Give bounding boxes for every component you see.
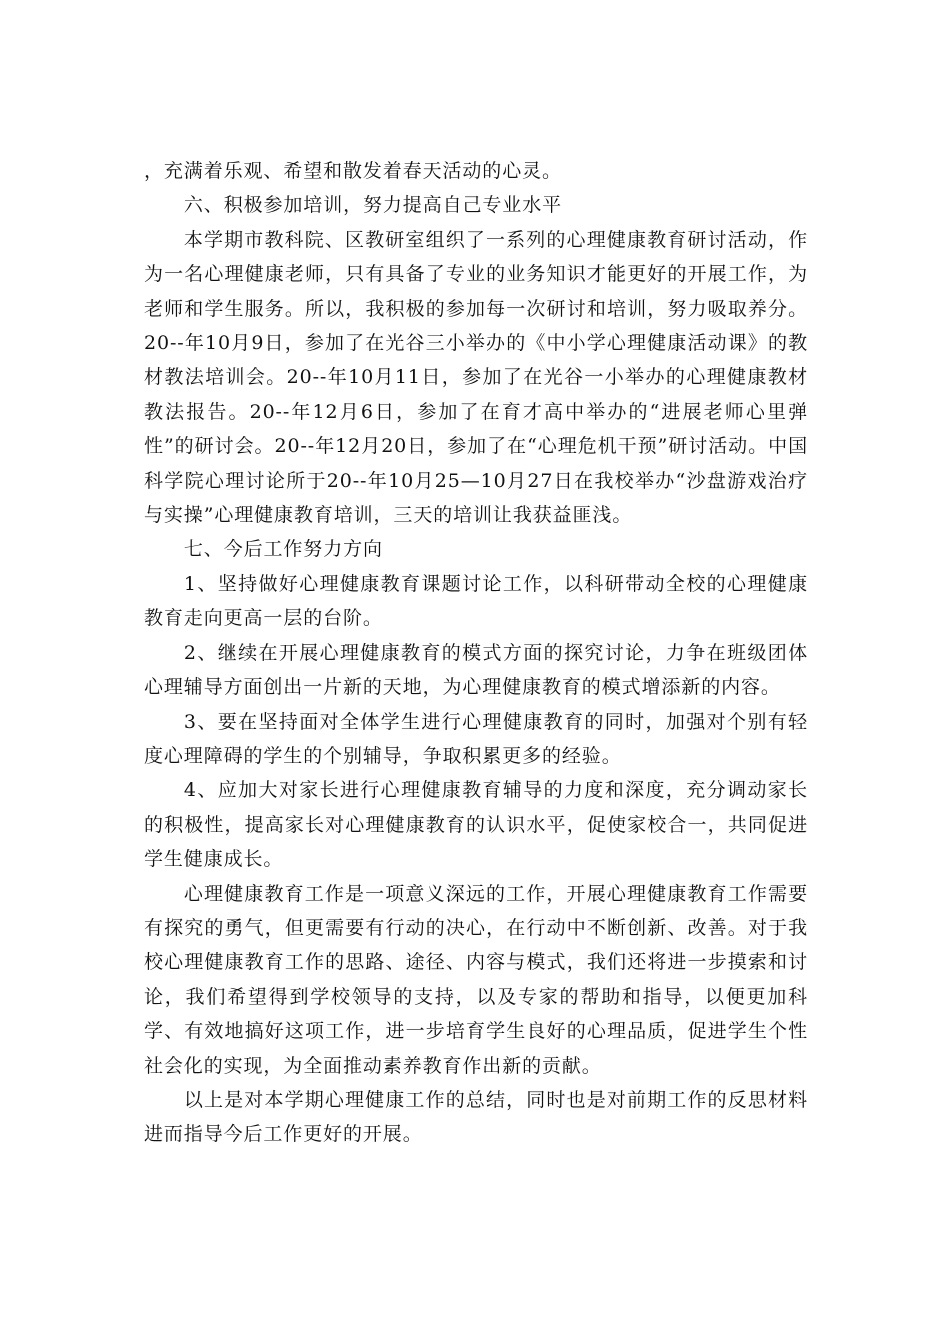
paragraph-continuation: ，充满着乐观、希望和散发着春天活动的心灵。	[144, 160, 562, 182]
paragraph-training-activities: 本学期市教科院、区教研室组织了一系列的心理健康教育研讨活动，作为一名心理健康老师，只有具备了专业的业务知识才能更好的开展工作，为老师和学生服务。所以，我积极的参加每一次研讨和培训，努力吸取养分。20--年10月9日，参加了在光谷三小举办的《中小学心理健康活动课》的教材教法培训会。20--年10月11日，参加了在光谷一小举办的心理健康教材教法报告。20--年12月6日，参加了在育才高中举办的“进展老师心里弹性”的研讨会。20--年12月20日，参加了在“心理危机干预”研讨活动。中国科学院心理讨论所于20--年10月25—10月27日在我校举办“沙盘游戏治疗与实操”心理健康教育培训，三天的培训让我获益匪浅。	[144, 228, 808, 527]
section-heading-future-direction: 七、今后工作努力方向	[183, 538, 383, 561]
list-item-1: 1、坚持做好心理健康教育课题讨论工作，以科研带动全校的心理健康教育走向更高一层的台阶。	[144, 572, 808, 630]
paragraph-summary: 以上是对本学期心理健康工作的总结，同时也是对前期工作的反思材料进而指导今后工作更好的开展。	[144, 1088, 808, 1146]
list-item-3: 3、要在坚持面对全体学生进行心理健康教育的同时，加强对个别有轻度心理障碍的学生的个别辅导，争取积累更多的经验。	[144, 710, 808, 767]
paragraph-conclusion: 心理健康教育工作是一项意义深远的工作，开展心理健康教育工作需要有探究的勇气，但更需要有行动的决心，在行动中不断创新、改善。对于我校心理健康教育工作的思路、途径、内容与模式，我们还将进一步摸索和讨论，我们希望得到学校领导的支持，以及专家的帮助和指导，以便更加科学、有效地搞好这项工作，进一步培育学生良好的心理品质，促进学生个性社会化的实现，为全面推动素养教育作出新的贡献。	[144, 882, 808, 1077]
document-body	[144, 154, 808, 1152]
section-heading-training: 六、积极参加培训，努力提高自己专业水平	[183, 194, 562, 217]
list-item-2: 2、继续在开展心理健康教育的模式方面的探究讨论，力争在班级团体心理辅导方面创出一片新的天地，为心理健康教育的模式增添新的内容。	[144, 641, 808, 699]
list-item-4: 4、应加大对家长进行心理健康教育辅导的力度和深度，充分调动家长的积极性，提高家长对心理健康教育的认识水平，促使家校合一，共同促进学生健康成长。	[144, 779, 808, 871]
